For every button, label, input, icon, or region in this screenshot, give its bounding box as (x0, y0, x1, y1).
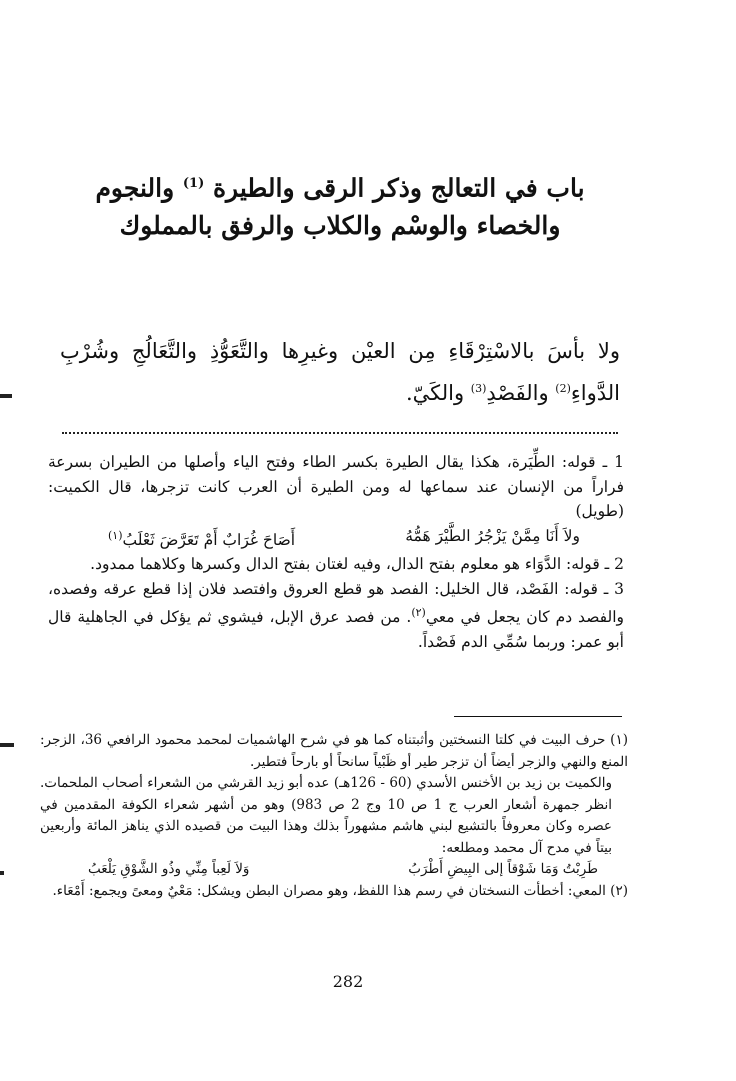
footnote-ref-3: (3) (470, 382, 487, 395)
scan-mark (0, 394, 12, 398)
main-text-part-2: والفَصْدِ (486, 381, 549, 405)
note-2: 2 ـ قوله: الدَّوَاء هو معلوم بفتح الدال، وفيه لغتان بفتح الدال وكسرها وكلاهما ممدود. (90, 555, 624, 574)
title-line-1-end: والنجوم (95, 173, 175, 203)
verse-footnote-ref: (١) (108, 528, 123, 542)
footnotes (40, 730, 628, 902)
note-3-footnote-ref: (٢) (411, 606, 426, 620)
note-1-verse (48, 524, 624, 553)
footnote-1: (١) حرف البيت في كلتا النسختين وأثبتناه كما هو في شرح الهاشميات لمحمد محمود الرافعي 36، الزجر: المنع والنهي والزجر أيضاً أن تزجر طير أو ظَبْياً سانحاً أو بارحاً فتطير. (40, 732, 628, 770)
dotted-divider (62, 432, 618, 434)
note-3 (48, 577, 624, 655)
chapter-title (80, 165, 600, 245)
footnote-verse (40, 859, 628, 881)
main-text (60, 332, 620, 412)
note-3-part-2: . من فصد عرق الإبل، فيشوي ثم يؤكل في الجاهلية قال أبو عمر: وربما سُمِّي الدم فَصْداً. (48, 608, 624, 651)
title-footnote-ref: (1) (182, 176, 205, 191)
note-1: 1 ـ قوله: الطِّيَرة، هكذا يقال الطيرة بكسر الطاء وفتح الياء وأصلها من الطيران بسرعة فراراً من الإنسان عند سماعها له ومن الطيرة أن العرب كانت تزجرها، قال الكميت: (طويل) (48, 453, 624, 520)
verse-hemistich-2 (108, 524, 295, 553)
scan-mark (0, 871, 4, 875)
note-3-part-1: 3 ـ قوله: الفَصْد، قال الخليل: الفصد هو قطع العروق وافتصد فلان إذا قطع عرقه وفصده، والفصد دم كان يجعل في معي (48, 579, 624, 627)
verse-hemistich-2-text: أَصَاحَ غُرَابٌ أَمْ تَعَرَّضَ ثَعْلَبُ (122, 530, 296, 549)
main-text-part-1: ولا بأسَ بالاسْتِرْقَاءِ مِن العيْن وغيرِها والتَّعَوُّذِ والتَّعَالُجِ وشُرْبِ الدَّواءِ (60, 339, 620, 405)
main-text-part-3: والكَيّ. (405, 381, 465, 405)
title-line-2: والخصاء والوسْم والكلاب والرفق بالمملوك (119, 211, 561, 241)
footnote-separator (454, 716, 622, 717)
footnote-ref-2: (2) (555, 382, 571, 395)
title-line-1-text: باب في التعالج وذكر الرقى والطيرة (212, 173, 585, 203)
footnote-2: (٢) المعي: أخطأت النسختان في رسم هذا اللفظ، وهو مصران البطن ويشكل: مَعْيٌ ومعىً ويجمع: أَمْعَاء. (52, 882, 628, 899)
footnote-1-continued: والكميت بن زيد بن الأخنس الأسدي (60 - 126هـ) عده أبو زيد القرشي من الشعراء أصحاب الملحمات. انظر جمهرة أشعار العرب ج 1 ص 10 وج 2 ص 983) وهو من أشهر شعراء الكوفة المقدمين في عصره وكان معروفاً بالتشيع لبني هاشم مشهوراً بذلك وهذا البيت من قصيده الذي يناهز المائة وأربعين بيتاً في مدح آل محمد ومطلعه: (40, 775, 613, 856)
commentary-notes (48, 450, 624, 654)
scan-mark (0, 743, 14, 747)
page-number: 282 (332, 972, 364, 991)
verse-hemistich-1: ولاَ أَنَا مِمَّنْ يَزْجُرُ الطَّيْرَ هَمُّهُ (405, 526, 580, 545)
footnote-verse-hemistich-1: طَرِبْتُ وَمَا شَوْقاً إلى البِيضِ أَطْرَبُ (408, 861, 598, 877)
footnote-verse-hemistich-2: وَلاَ لَعِباً مِنِّي وذُو الشَّوْقِ يَلْعَبُ (88, 861, 250, 877)
title-line-1 (80, 165, 600, 207)
